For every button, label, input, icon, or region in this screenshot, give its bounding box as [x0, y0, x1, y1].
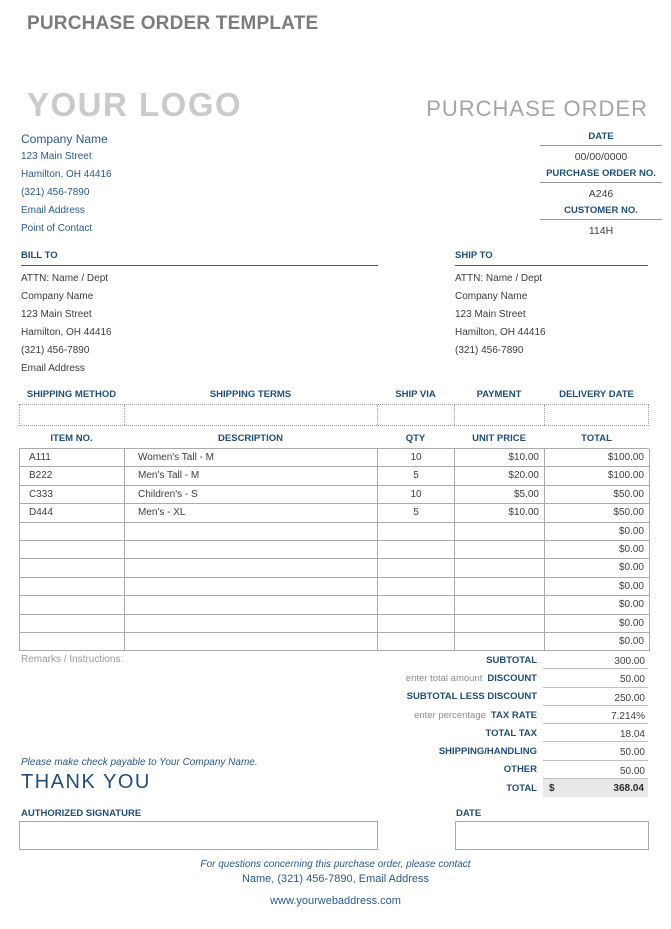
payment-header: PAYMENT [476, 389, 522, 400]
shipping-handling-row [330, 742, 648, 760]
description-input[interactable] [125, 633, 378, 651]
tax-rate-row [330, 706, 648, 724]
empty-item-row [20, 559, 649, 577]
signature-date-label: DATE [456, 808, 482, 819]
shipping-method-header: SHIPPING METHOD [26, 389, 117, 400]
shipping-terms-input[interactable] [125, 405, 378, 425]
company-street: 123 Main Street [21, 151, 92, 162]
tax-rate-label-text: TAX RATE [490, 709, 537, 721]
bill-to-attn: ATTN: Name / Dept [21, 273, 109, 284]
total-cell: $50.00 [545, 504, 650, 522]
item-no-cell: D444 [20, 504, 125, 522]
ship-to-attn: ATTN: Name / Dept [455, 273, 543, 284]
description-cell: Men's - XL [125, 504, 378, 522]
item-no-header: ITEM NO. [50, 433, 93, 444]
tax-rate-hint: enter percentage [414, 709, 486, 721]
check-payable-note: Please make check payable to Your Company Name. [21, 757, 258, 768]
thank-you-text: THANK YOU [21, 771, 151, 793]
qty-header: QTY [405, 433, 426, 444]
items-table [19, 432, 649, 651]
unit-price-cell: $10.00 [455, 504, 545, 522]
description-input[interactable] [125, 541, 378, 559]
document-type-heading: PURCHASE ORDER [426, 96, 648, 121]
qty-input[interactable] [378, 578, 455, 596]
item-row [20, 449, 649, 467]
ship-to-phone: (321) 456-7890 [455, 345, 524, 356]
item-no-cell: C333 [20, 486, 125, 504]
item-no-input[interactable] [20, 578, 125, 596]
total-cell: $0.00 [545, 633, 650, 651]
ship-via-input[interactable] [378, 405, 455, 425]
company-phone: (321) 456-7890 [21, 187, 90, 198]
total-cell: $0.00 [545, 596, 650, 614]
ship-via-header: SHIP VIA [395, 389, 436, 400]
unit-price-input[interactable] [455, 541, 545, 559]
subtotal-less-discount-row [330, 688, 648, 706]
description-cell: Children's - S [125, 486, 378, 504]
footer [0, 859, 671, 907]
qty-cell: 5 [378, 504, 455, 522]
footer-web-address: www.yourwebaddress.com [270, 895, 401, 907]
discount-hint: enter total amount [405, 672, 483, 684]
item-row [20, 504, 649, 522]
delivery-date-header: DELIVERY DATE [559, 389, 634, 400]
item-no-input[interactable] [20, 541, 125, 559]
totals-block [330, 651, 648, 797]
company-logo-placeholder: YOUR LOGO [27, 86, 243, 123]
bill-to-phone: (321) 456-7890 [21, 345, 90, 356]
unit-price-input[interactable] [455, 559, 545, 577]
purchase-order-no-label: PURCHASE ORDER NO. [540, 168, 662, 183]
description-cell: Men's Tall - M [125, 467, 378, 485]
total-cell: $50.00 [545, 486, 650, 504]
description-input[interactable] [125, 559, 378, 577]
total-cell: $0.00 [545, 559, 650, 577]
empty-item-row [20, 596, 649, 614]
unit-price-cell: $5.00 [455, 486, 545, 504]
empty-item-row [20, 541, 649, 559]
unit-price-input[interactable] [455, 523, 545, 541]
bill-to-email: Email Address [21, 363, 85, 374]
qty-input[interactable] [378, 523, 455, 541]
total-cell: $0.00 [545, 523, 650, 541]
subtotal-row [330, 651, 648, 669]
description-cell: Women's Tall - M [125, 449, 378, 467]
ship-to-heading: SHIP TO [455, 250, 648, 266]
item-no-cell: A111 [20, 449, 125, 467]
unit-price-input[interactable] [455, 596, 545, 614]
empty-item-row [20, 578, 649, 596]
description-input[interactable] [125, 523, 378, 541]
total-cell: $100.00 [545, 467, 650, 485]
grand-total-label: TOTAL [506, 782, 537, 794]
qty-input[interactable] [378, 541, 455, 559]
subtotal-value: 300.00 [543, 651, 648, 669]
ship-to-city: Hamilton, OH 44416 [455, 327, 546, 338]
total-tax-label: TOTAL TAX [485, 727, 537, 739]
company-contact: Point of Contact [21, 223, 93, 234]
shipping-table-header [19, 388, 649, 404]
item-row [20, 467, 649, 485]
total-tax-row [330, 724, 648, 742]
payment-input[interactable] [455, 405, 545, 425]
item-row [20, 486, 649, 504]
purchase-order-no-value[interactable]: A246 [588, 188, 614, 200]
description-input[interactable] [125, 615, 378, 633]
unit-price-cell: $20.00 [455, 467, 545, 485]
subtotal-less-discount-label: SUBTOTAL LESS DISCOUNT [406, 691, 537, 703]
tax-rate-label [330, 710, 540, 721]
items-table-body [19, 448, 649, 651]
grand-total-value-box [543, 779, 648, 797]
empty-item-row [20, 633, 649, 651]
footer-contact-intro: For questions concerning this purchase order, please contact [200, 859, 471, 870]
authorized-signature-label: AUTHORIZED SIGNATURE [21, 808, 142, 819]
ship-to-company: Company Name [455, 291, 528, 302]
item-no-input[interactable] [20, 596, 125, 614]
description-input[interactable] [125, 578, 378, 596]
qty-cell: 5 [378, 467, 455, 485]
shipping-method-input[interactable] [20, 405, 125, 425]
item-no-input[interactable] [20, 615, 125, 633]
total-header: TOTAL [581, 433, 612, 444]
authorized-signature-input[interactable] [19, 821, 378, 850]
bill-to-street: 123 Main Street [21, 309, 92, 320]
date-label: DATE [540, 131, 662, 146]
grand-total-row [330, 779, 648, 797]
discount-value[interactable]: 50.00 [543, 669, 648, 687]
discount-row [330, 669, 648, 687]
subtotal-less-discount-value: 250.00 [543, 688, 648, 706]
qty-input[interactable] [378, 633, 455, 651]
ship-to-block [455, 250, 648, 360]
grand-total-value: 368.04 [613, 782, 644, 794]
item-no-input[interactable] [20, 559, 125, 577]
other-label: OTHER [503, 764, 537, 776]
empty-item-row [20, 523, 649, 541]
item-no-input[interactable] [20, 633, 125, 651]
tax-rate-value[interactable]: 7.214% [543, 706, 648, 724]
unit-price-input[interactable] [455, 578, 545, 596]
qty-cell: 10 [378, 449, 455, 467]
company-name: Company Name [21, 132, 108, 146]
total-cell: $0.00 [545, 615, 650, 633]
total-cell: $0.00 [545, 578, 650, 596]
description-input[interactable] [125, 596, 378, 614]
other-value[interactable]: 50.00 [543, 761, 648, 779]
remarks-label[interactable]: Remarks / Instructions: [21, 654, 124, 665]
signature-date-input[interactable] [455, 821, 649, 850]
total-cell: $0.00 [545, 541, 650, 559]
company-info-block [21, 130, 112, 238]
qty-input[interactable] [378, 615, 455, 633]
unit-price-input[interactable] [455, 615, 545, 633]
order-info-block [540, 131, 662, 242]
other-row [330, 761, 648, 779]
subtotal-label: SUBTOTAL [486, 654, 537, 666]
delivery-date-input[interactable] [545, 405, 650, 425]
company-city: Hamilton, OH 44416 [21, 169, 112, 180]
discount-label-text: DISCOUNT [487, 672, 537, 684]
page-title: PURCHASE ORDER TEMPLATE [27, 13, 319, 34]
bill-to-company: Company Name [21, 291, 94, 302]
qty-input[interactable] [378, 596, 455, 614]
shipping-handling-label: SHIPPING/HANDLING [438, 746, 537, 758]
description-header: DESCRIPTION [218, 433, 283, 444]
shipping-table [19, 388, 649, 426]
unit-price-header: UNIT PRICE [472, 433, 526, 444]
unit-price-cell: $10.00 [455, 449, 545, 467]
shipping-input-row [19, 404, 649, 426]
footer-contact-details: Name, (321) 456-7890, Email Address [241, 873, 430, 885]
bill-to-city: Hamilton, OH 44416 [21, 327, 112, 338]
ship-to-street: 123 Main Street [455, 309, 526, 320]
unit-price-input[interactable] [455, 633, 545, 651]
empty-item-row [20, 615, 649, 633]
bill-to-block [21, 250, 378, 378]
shipping-handling-value[interactable]: 50.00 [543, 742, 648, 760]
qty-cell: 10 [378, 486, 455, 504]
bill-to-heading: BILL TO [21, 250, 378, 266]
items-table-header [19, 432, 649, 448]
item-no-cell: B222 [20, 467, 125, 485]
company-email: Email Address [21, 205, 85, 216]
total-tax-value: 18.04 [543, 724, 648, 742]
discount-label [330, 673, 540, 684]
customer-no-label: CUSTOMER NO. [540, 205, 662, 220]
item-no-input[interactable] [20, 523, 125, 541]
total-cell: $100.00 [545, 449, 650, 467]
currency-symbol: $ [549, 782, 555, 794]
shipping-terms-header: SHIPPING TERMS [209, 389, 292, 400]
qty-input[interactable] [378, 559, 455, 577]
customer-no-value[interactable]: 114H [588, 225, 614, 237]
date-value[interactable]: 00/00/0000 [574, 151, 628, 163]
